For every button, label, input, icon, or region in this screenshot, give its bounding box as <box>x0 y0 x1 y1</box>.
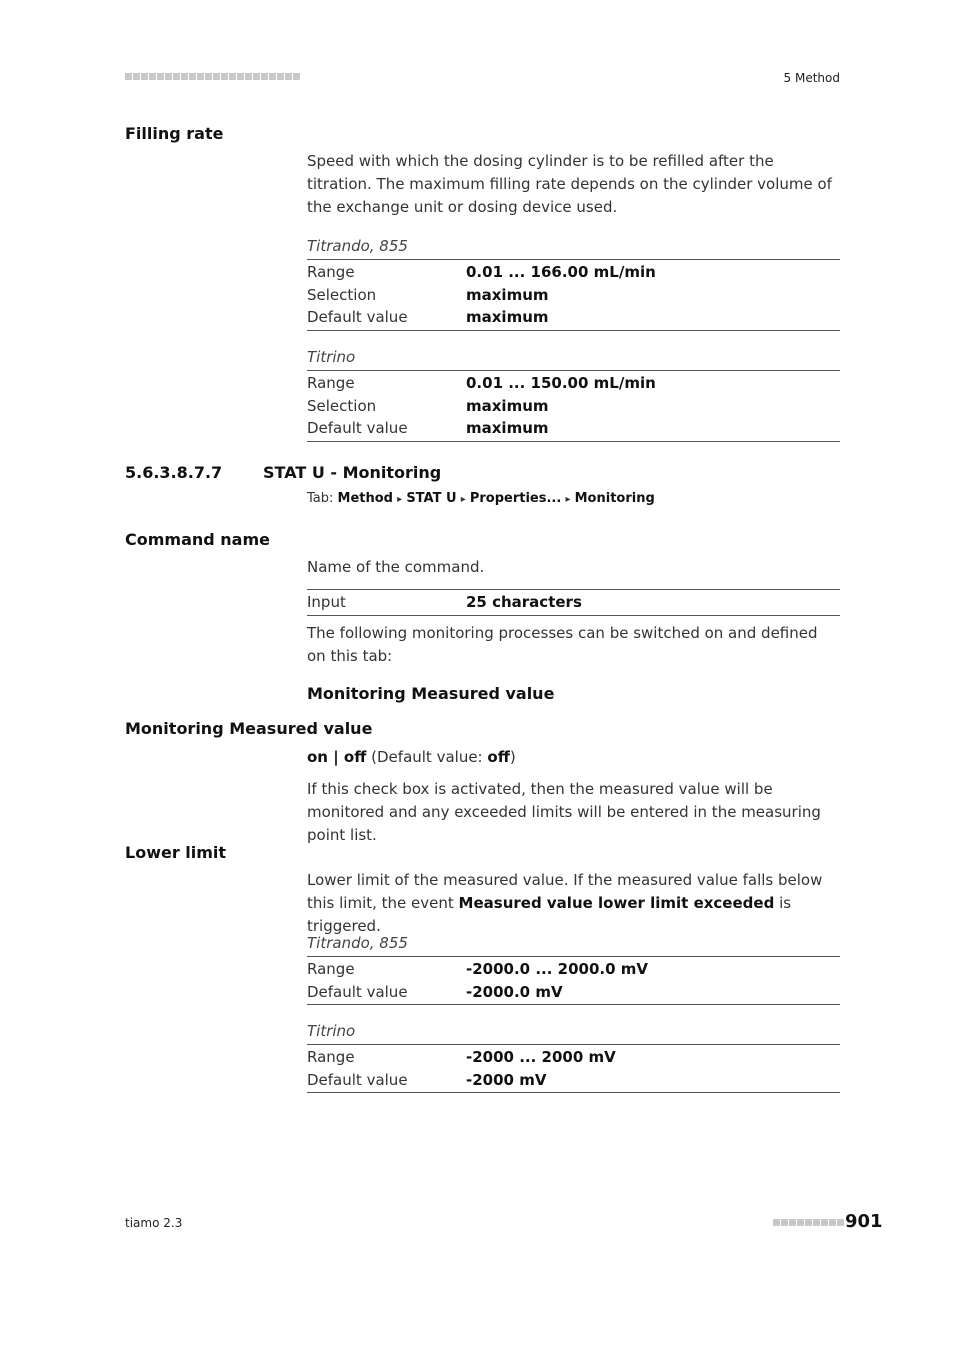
row-key: Range <box>307 960 355 979</box>
description-text: Lower limit of the measured value. If the measured value falls below this limit, the event <box>307 871 823 912</box>
row-key: Range <box>307 263 355 282</box>
page-number: 901 <box>845 1211 883 1232</box>
table-caption: Titrino <box>307 348 356 366</box>
row-value: -2000 mV <box>466 1070 547 1089</box>
row-value: -2000 ... 2000 mV <box>466 1048 616 1067</box>
row-key: Selection <box>307 396 377 415</box>
row-value: 0.01 ... 150.00 mL/min <box>466 374 656 393</box>
footer-product: tiamo 2.3 <box>125 1216 183 1230</box>
table-row <box>307 1046 840 1069</box>
default-suffix: ) <box>509 748 516 766</box>
description-text: is triggered. <box>307 894 792 935</box>
footer-decoration <box>773 1219 844 1226</box>
header-section: 5 Method <box>783 71 840 85</box>
breadcrumb-item: STAT U <box>406 491 457 506</box>
section-title: STAT U - Monitoring <box>263 463 442 482</box>
tab-prefix: Tab: <box>307 491 334 506</box>
section-number: 5.6.3.8.7.7 <box>125 463 223 482</box>
table-row <box>307 372 840 395</box>
breadcrumb-separator-icon: ▸ <box>565 494 571 505</box>
row-value: -2000.0 ... 2000.0 mV <box>466 960 648 979</box>
table-row <box>307 261 840 284</box>
lower-limit-description <box>307 869 840 938</box>
command-name-description: Name of the command. <box>307 558 485 576</box>
lower-limit-heading: Lower limit <box>125 843 227 862</box>
tab-breadcrumb <box>307 491 655 506</box>
default-prefix: (Default value: <box>371 748 488 766</box>
row-key: Default value <box>307 1070 408 1089</box>
filling-rate-heading: Filling rate <box>125 124 224 143</box>
breadcrumb-separator-icon: ▸ <box>397 494 403 505</box>
section-heading <box>125 463 441 482</box>
row-value: -2000.0 mV <box>466 982 563 1001</box>
row-value: maximum <box>466 396 549 415</box>
row-value: maximum <box>466 308 549 327</box>
table-row <box>307 1069 840 1092</box>
breadcrumb-item: Properties... <box>469 491 562 506</box>
default-value: off <box>487 748 510 766</box>
command-name-table <box>307 589 840 616</box>
lower-limit-table-titrando <box>307 956 840 1005</box>
filling-rate-description: Speed with which the dosing cylinder is to be refilled after the titration. The maximum filling rate depends on the cylinder volume of the exchange unit or dosing device used. <box>307 152 832 216</box>
breadcrumb-separator-icon: ▸ <box>460 494 466 505</box>
event-name: Measured value lower limit exceeded <box>458 894 775 912</box>
monitoring-options <box>307 746 840 769</box>
monitoring-intro: The following monitoring processes can be switched on and defined on this tab: <box>307 624 818 665</box>
row-key: Default value <box>307 982 408 1001</box>
lower-limit-table-titrino <box>307 1044 840 1093</box>
row-key: Input <box>307 593 346 612</box>
table-caption: Titrando, 855 <box>307 237 408 255</box>
table-caption: Titrino <box>307 1022 356 1040</box>
row-key: Default value <box>307 419 408 438</box>
row-key: Range <box>307 374 355 393</box>
row-key: Default value <box>307 308 408 327</box>
breadcrumb-item: Monitoring <box>574 491 655 506</box>
table-row <box>307 284 840 307</box>
monitoring-subheading: Monitoring Measured value <box>307 684 555 703</box>
row-key: Range <box>307 1048 355 1067</box>
table-row <box>307 306 840 329</box>
filling-rate-table-titrino <box>307 370 840 442</box>
row-value: 0.01 ... 166.00 mL/min <box>466 263 656 282</box>
row-key: Selection <box>307 285 377 304</box>
table-row <box>307 417 840 440</box>
command-name-heading: Command name <box>125 530 270 549</box>
options-value: on | off <box>307 748 367 766</box>
table-row <box>307 981 840 1004</box>
header-decoration <box>125 73 300 80</box>
table-row <box>307 395 840 418</box>
table-caption: Titrando, 855 <box>307 934 408 952</box>
monitoring-description: If this check box is activated, then the measured value will be monitored and any exceeded limits will be entered in the measuring point list. <box>307 780 821 844</box>
row-value: maximum <box>466 419 549 438</box>
row-value: maximum <box>466 285 549 304</box>
filling-rate-table-titrando <box>307 259 840 331</box>
table-row <box>307 958 840 981</box>
breadcrumb-item: Method <box>337 491 393 506</box>
row-value: 25 characters <box>466 593 582 612</box>
monitoring-measured-value-heading: Monitoring Measured value <box>125 719 373 738</box>
table-row <box>307 591 840 614</box>
